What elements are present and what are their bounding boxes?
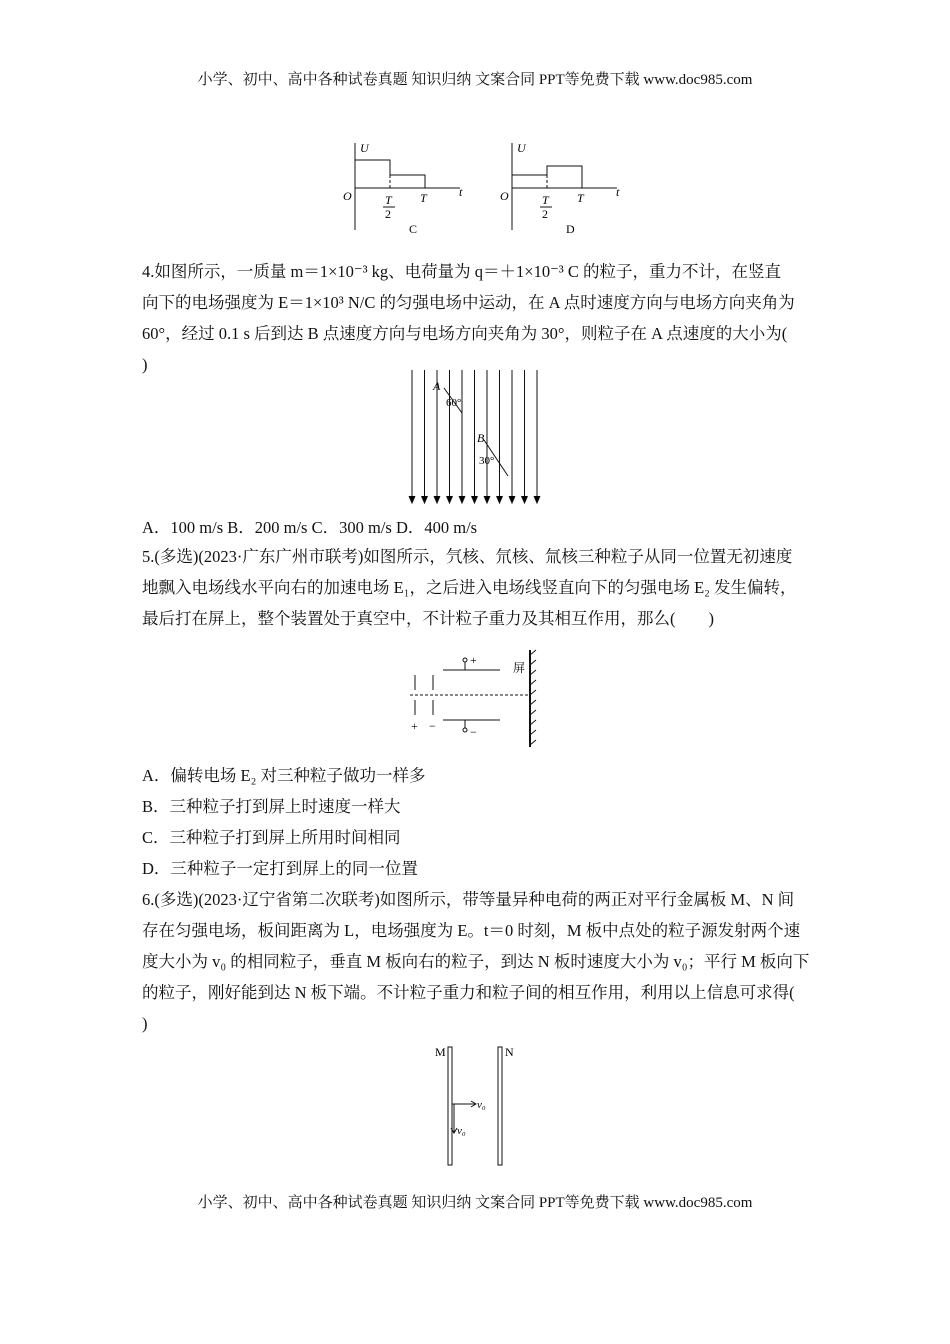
plate-m-label: M [435, 1045, 446, 1059]
velocity-down-label: v₀ [457, 1125, 466, 1137]
tick-half-num-c: T [385, 193, 392, 207]
q4-field-figure [400, 368, 550, 508]
q6-line: 存在匀强电场，板间距离为 L，电场强度为 E。t＝0 时刻，M 板中点处的粒子源发射两个速 [142, 921, 801, 940]
tick-half-den-d: 2 [542, 207, 548, 221]
q4-options: A．100 m/s B．200 m/s C．300 m/s D．400 m/s [142, 518, 478, 537]
angle-a: 60° [446, 397, 462, 409]
graph-c [355, 143, 460, 230]
plus-sign-left: + [411, 719, 418, 733]
angle-b: 30° [479, 455, 495, 467]
tick-t-d: T [577, 191, 584, 205]
field-arrow [434, 496, 440, 503]
field-arrow [447, 496, 453, 503]
q6-line: 度大小为 v₀ 的相同粒子，垂直 M 板向右的粒子，到达 N 板时速度大小为 v₀；平行 M 板向下 [142, 952, 810, 971]
q6-line: 6.(多选)(2023·辽宁省第二次联考)如图所示，带等量异种电荷的两正对平行金属板 M、N 间 [142, 890, 795, 909]
field-arrow [534, 496, 540, 503]
axis-u-c: U [360, 141, 369, 155]
field-arrow [484, 496, 490, 503]
q5-apparatus-figure [405, 650, 555, 750]
option-b: B．三种粒子打到屏上时速度一样大 [142, 797, 401, 816]
option-d: D．三种粒子一定打到屏上的同一位置 [142, 859, 418, 878]
question-4 [142, 256, 810, 380]
minus-sign-left: − [429, 719, 436, 733]
tick-t-c: T [420, 191, 427, 205]
q4-line: 向下的电场强度为 E＝1×10³ N/C 的匀强电场中运动，在 A 点时速度方向与电场方向夹角为 [142, 293, 795, 312]
q5-line: 5.(多选)(2023·广东广州市联考)如图所示，氕核、氘核、氚核三种粒子从同一位置无初速度 [142, 547, 793, 566]
screen-label: 屏 [513, 661, 526, 675]
q5-options [142, 760, 810, 884]
option-c: C．三种粒子打到屏上所用时间相同 [142, 828, 401, 847]
field-arrow [509, 496, 515, 503]
field-arrow [422, 496, 428, 503]
field-arrow [472, 496, 478, 503]
origin-c: O [343, 189, 352, 203]
q5-line: 地飘入电场线水平向右的加速电场 E₁，之后进入电场线竖直向下的匀强电场 E₂ 发生偏转， [142, 578, 797, 597]
graph-d [512, 143, 617, 230]
page-footer: 小学、初中、高中各种试卷真题 知识归纳 文案合同 PPT等免费下载 www.doc985.com [197, 1195, 753, 1211]
q4-line: ) [142, 355, 148, 374]
q4-line: 4.如图所示，一质量 m＝1×10⁻³ kg、电荷量为 q＝＋1×10⁻³ C 的粒子，重力不计，在竖直 [142, 262, 782, 281]
graphs-c-d [335, 138, 620, 238]
axis-u-d: U [517, 141, 526, 155]
q6-line: ) [142, 1014, 148, 1033]
point-a: A [433, 379, 441, 393]
question-5 [142, 541, 810, 634]
point-b: B [477, 431, 485, 445]
field-arrow [459, 496, 465, 503]
axis-t-c: t [459, 185, 463, 199]
plus-sign-top: + [470, 653, 477, 667]
label-c: C [409, 222, 418, 236]
q4-line: 60°，经过 0.1 s 后到达 B 点速度方向与电场方向夹角为 30°，则粒子在 A 点速度的大小为( [142, 324, 788, 343]
q6-plates-figure [430, 1042, 530, 1167]
field-arrow [497, 496, 503, 503]
plate-n-label: N [505, 1045, 514, 1059]
label-d: D [566, 222, 575, 236]
tick-half-num-d: T [542, 193, 549, 207]
q5-line: 最后打在屏上，整个装置处于真空中，不计粒子重力及其相互作用，那么( ) [142, 609, 714, 628]
question-6 [142, 884, 810, 1039]
field-arrow [522, 496, 528, 503]
q6-line: 的粒子，刚好能到达 N 板下端。不计粒子重力和粒子间的相互作用，利用以上信息可求得( [142, 983, 795, 1002]
axis-t-d: t [616, 185, 620, 199]
origin-d: O [500, 189, 509, 203]
field-arrow [409, 496, 415, 503]
tick-half-den-c: 2 [385, 207, 391, 221]
option-a: A．偏转电场 E₂ 对三种粒子做功一样多 [142, 766, 426, 785]
minus-sign-bottom: − [470, 725, 477, 739]
page-header: 小学、初中、高中各种试卷真题 知识归纳 文案合同 PPT等免费下载 www.doc985.com [197, 72, 753, 88]
velocity-right-label: v₀ [477, 1099, 486, 1111]
